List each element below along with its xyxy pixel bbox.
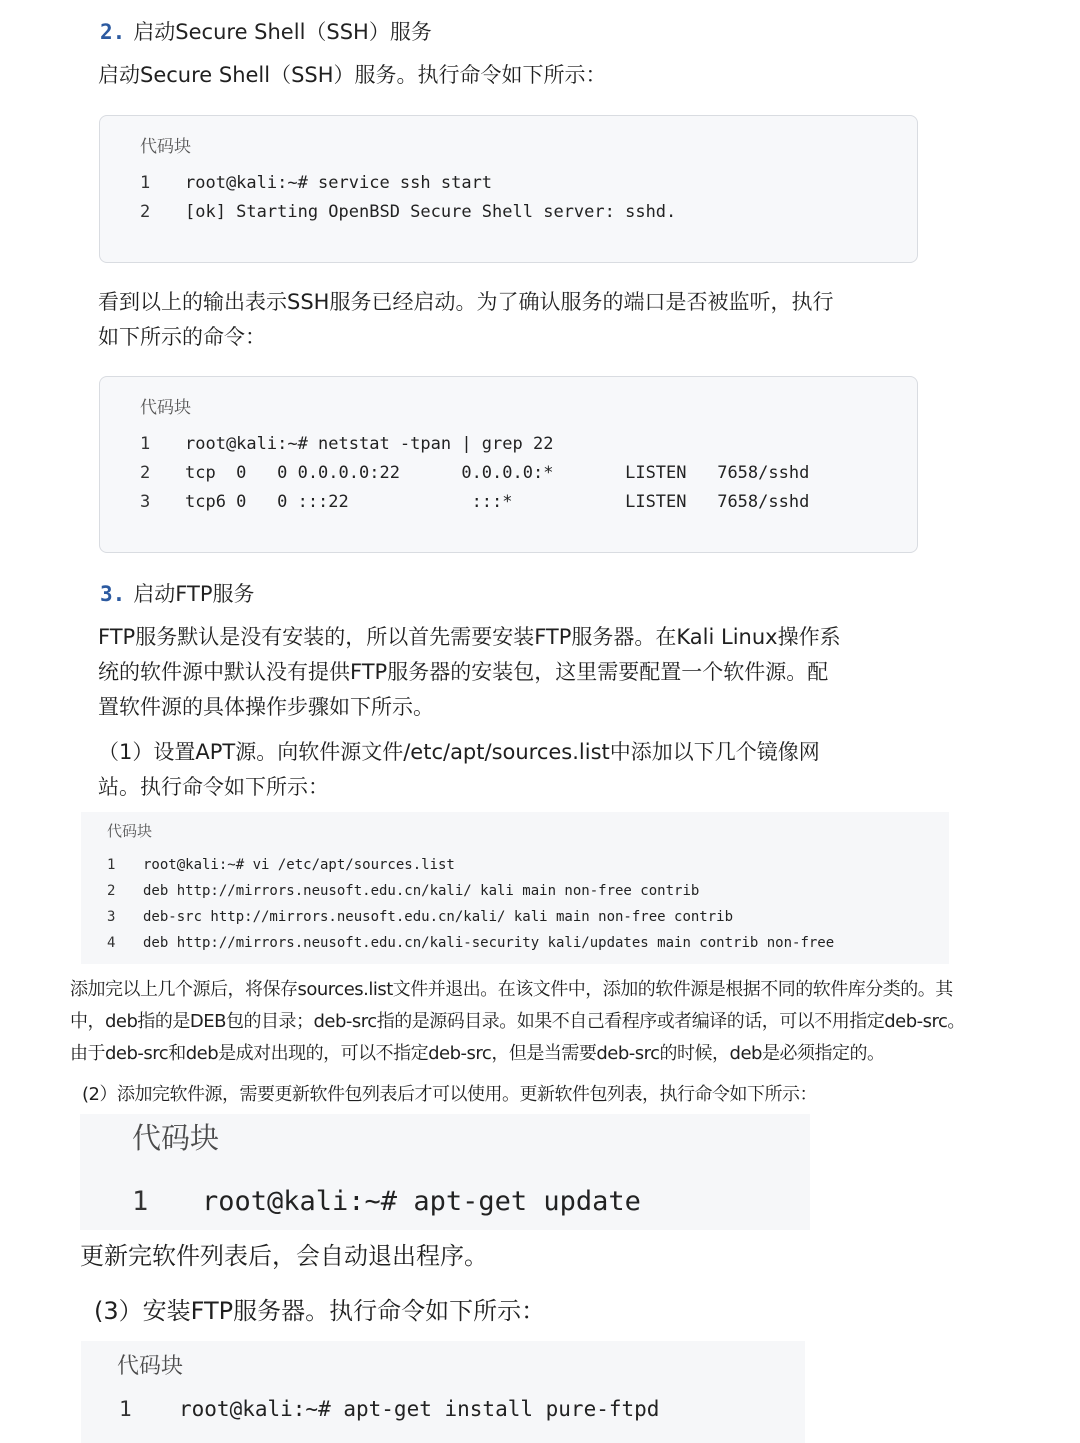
code-line[interactable]: tcp6 0 0 :::22 :::* LISTEN 7658/sshd [185,492,810,512]
code-block-netstat [99,376,918,553]
code-line[interactable]: deb http://mirrors.neusoft.edu.cn/kali-security kali/updates main contrib non-free [143,935,835,951]
section-3-heading [100,578,255,608]
section-2-number: 2. [100,20,126,44]
ftp-intro-line-1: FTP服务默认是没有安装的，所以首先需要安装FTP服务器。在Kali Linux操作系 [98,625,841,649]
code-block-apt-update [80,1114,810,1230]
line-number: 2 [140,463,151,483]
code-block-label: 代码块 [117,1354,184,1379]
line-number: 1 [107,857,116,873]
after-update-text: 更新完软件列表后，会自动退出程序。 [80,1242,488,1270]
line-number: 1 [140,173,151,193]
code-block-sources-list [81,812,949,964]
code-line[interactable]: deb http://mirrors.neusoft.edu.cn/kali/ kali main non-free contrib [143,883,700,899]
code-block-label: 代码块 [107,822,153,840]
line-number: 2 [140,202,151,222]
step-1-line-1: （1）设置APT源。向软件源文件/etc/apt/sources.list中添加以下几个镜像网 [98,740,820,764]
step-3-text: (3）安装FTP服务器。执行命令如下所示： [94,1297,546,1325]
sources-explain-line-2: 中，deb指的是DEB包的目录；deb-src指的是源码目录。如果不自己看程序或者编译的话，可以不用指定deb-src。 [70,1011,965,1032]
code-line[interactable]: root@kali:~# apt-get install pure-ftpd [179,1397,660,1421]
line-number: 3 [140,492,151,512]
code-line[interactable]: deb-src http://mirrors.neusoft.edu.cn/kali/ kali main non-free contrib [143,909,734,925]
step-2-text: (2）添加完软件源，需要更新软件包列表后才可以使用。更新软件包列表，执行命令如下所示： [82,1084,817,1105]
step-1-line-2: 站。执行命令如下所示： [98,775,329,799]
line-number: 1 [119,1397,132,1421]
sources-explain-line-3: 由于deb-src和deb是成对出现的，可以不指定deb-src，但是当需要deb-src的时候，deb是必须指定的。 [70,1043,885,1064]
code-block-label: 代码块 [140,398,191,418]
code-line[interactable]: tcp 0 0 0.0.0.0:22 0.0.0.0:* LISTEN 7658/sshd [185,463,810,483]
code-block-ssh-start [99,115,918,263]
code-block-label: 代码块 [132,1121,220,1155]
section-2-heading [100,16,432,46]
code-block-label: 代码块 [140,137,191,157]
code-line[interactable]: root@kali:~# vi /etc/apt/sources.list [143,857,455,873]
code-block-install-ftpd [81,1341,805,1443]
section-2-title: 启动Secure Shell（SSH）服务 [133,20,432,44]
line-number: 3 [107,909,116,925]
line-number: 4 [107,935,116,951]
ssh-started-paragraph-line-2: 如下所示的命令： [98,325,266,349]
code-line[interactable]: root@kali:~# apt-get update [202,1186,641,1217]
line-number: 1 [132,1186,149,1217]
section-3-number: 3. [100,582,126,606]
code-line[interactable]: [ok] Starting OpenBSD Secure Shell server: sshd. [185,202,677,222]
sources-explain-line-1: 添加完以上几个源后，将保存sources.list文件并退出。在该文件中，添加的软件源是根据不同的软件库分类的。其 [70,979,953,1000]
section-3-title: 启动FTP服务 [133,582,255,606]
section-2-intro: 启动Secure Shell（SSH）服务。执行命令如下所示： [98,63,607,87]
code-line[interactable]: root@kali:~# netstat -tpan | grep 22 [185,434,554,454]
ftp-intro-line-3: 置软件源的具体操作步骤如下所示。 [98,695,434,719]
code-line[interactable]: root@kali:~# service ssh start [185,173,493,193]
ssh-started-paragraph-line-1: 看到以上的输出表示SSH服务已经启动。为了确认服务的端口是否被监听，执行 [98,290,834,314]
ftp-intro-line-2: 统的软件源中默认没有提供FTP服务器的安装包，这里需要配置一个软件源。配 [98,660,829,684]
line-number: 1 [140,434,151,454]
line-number: 2 [107,883,116,899]
